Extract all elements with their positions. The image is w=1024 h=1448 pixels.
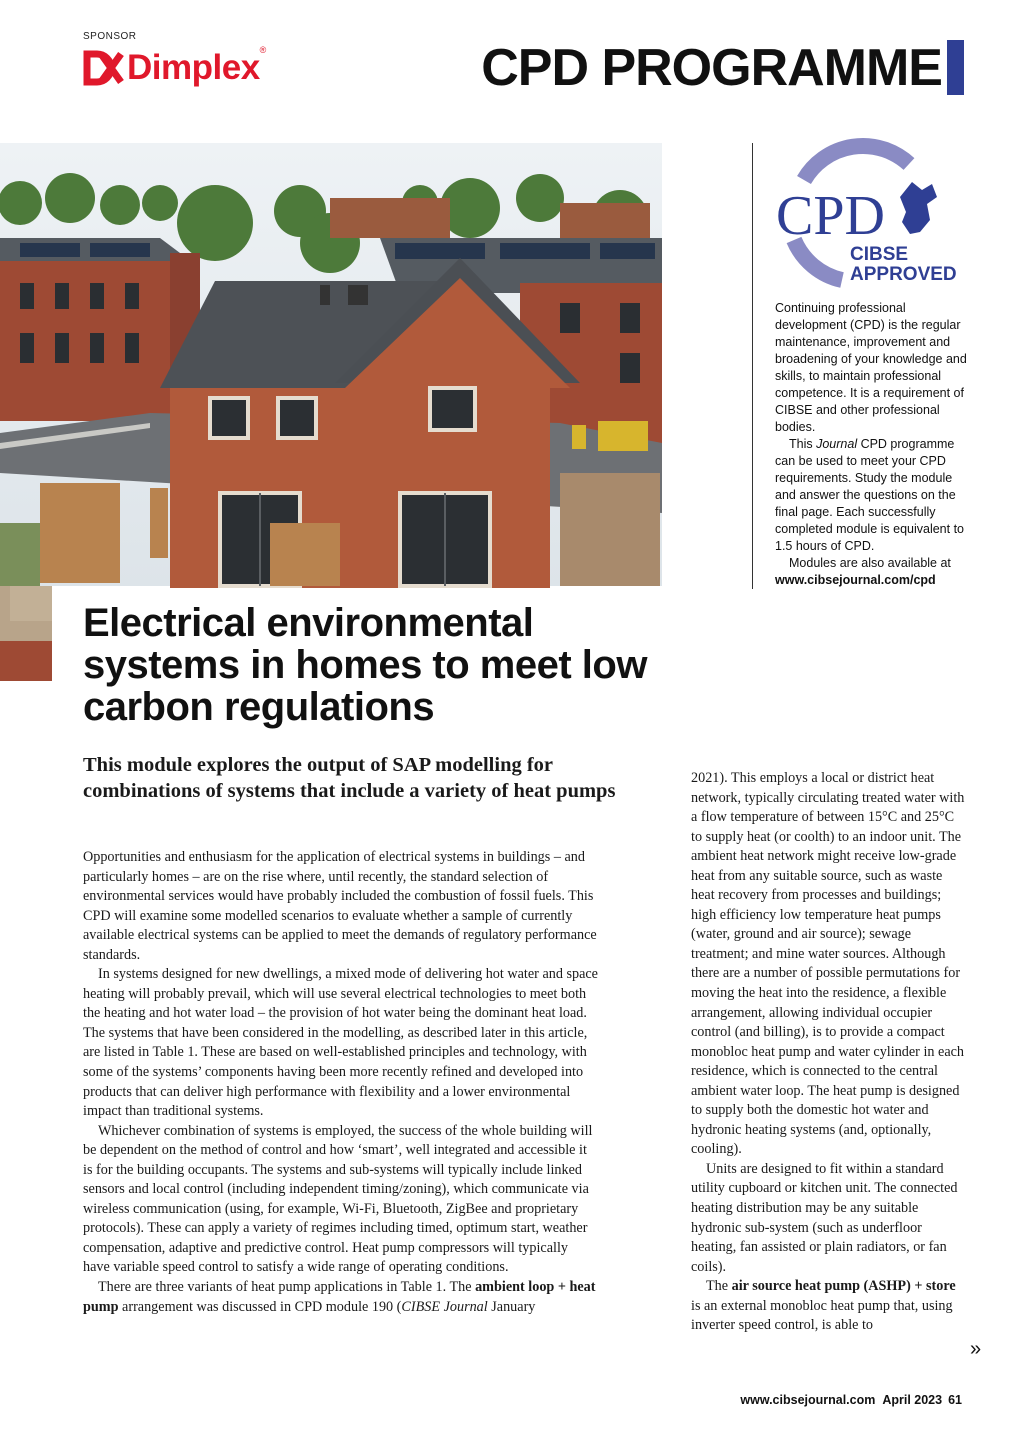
title-accent-bar: [947, 40, 964, 95]
hero-photo-strip: [0, 586, 52, 681]
sidebar-para-1: Continuing professional development (CPD) is the regular maintenance, improvement and broadening of your knowledge and skills, to maintain professional competence. It is a requirement of CIBSE and other professional bodies.: [775, 301, 967, 434]
sponsor-label: SPONSOR: [83, 31, 137, 42]
article-standfirst: This module explores the output of SAP modelling for combinations of systems that include a variety of heat pumps: [83, 754, 616, 802]
body-paragraph: Units are designed to fit within a standard utility cupboard or kitchen unit. The connected heating distribution may be any suitable hydronic sub-system (such as underfloor heating, fan assisted or plain radiators, or fan coils).: [691, 1160, 958, 1275]
registered-mark: ®: [259, 45, 267, 55]
page-number: 61: [948, 1393, 962, 1407]
cpd-sidebar: [775, 300, 970, 589]
cpd-modules-link[interactable]: www.cibsejournal.com/cpd: [775, 573, 936, 587]
griffin-icon: [900, 182, 937, 234]
badge-approved-text: APPROVED: [850, 264, 957, 285]
page-footer: [740, 1393, 962, 1407]
footer-site[interactable]: www.cibsejournal.com: [740, 1393, 876, 1407]
body-column-right: [691, 769, 966, 1336]
sponsor-logo[interactable]: [83, 45, 267, 88]
article-headline: Electrical environmental systems in homes to meet low carbon regulations: [83, 601, 647, 729]
cpd-cibse-approved-badge: [772, 142, 957, 287]
dimplex-mark-icon: [83, 50, 123, 86]
body-paragraph: There are three variants of heat pump applications in Table 1. The ambient loop + heat pump arrangement was discussed in CPD module 190 (CIBSE Journal January: [83, 1279, 596, 1315]
programme-title: CPD PROGRAMME: [481, 39, 942, 97]
sidebar-divider: [752, 143, 753, 589]
body-paragraph: In systems designed for new dwellings, a mixed mode of delivering hot water and space heating will probably prevail, which will use several electrical technologies to meet both the heating and hot water load – the provision of hot water being the dominant heat load. The systems that have been considered in the modelling, as described later in this article, are listed in Table 1. These are based on well-established principles and technology, with some of the systems’ components having been more recently refined and developed into products that can deliver high performance with flexibility and a lower environmental impact than traditional systems.: [83, 966, 598, 1120]
body-column-left: [83, 848, 598, 1317]
footer-issue: April 2023: [882, 1393, 943, 1407]
sponsor-name: Dimplex: [127, 48, 260, 87]
continue-arrow-icon: »: [970, 1338, 982, 1360]
body-paragraph: Whichever combination of systems is employed, the success of the whole building will be dependent on the method of control and how ‘smart’, well integrated and accessible it is for the building occupants. The systems and sub-systems will typically include linked sensors and local control (including independent timing/zoning), which communicate via wireless communication (using, for example, Wi-Fi, Bluetooth, ZigBee and proprietary protocols). These can apply a variety of regimes including timed, optimum start, weather compensation, adaptive and predictive control. Heat pump compressors will typically have variable speed control to satisfy a wide range of operating conditions.: [83, 1122, 593, 1276]
body-paragraph: The air source heat pump (ASHP) + store is an external monobloc heat pump that, using inverter speed control, is able to: [691, 1278, 956, 1334]
hero-photo: [0, 143, 662, 586]
badge-cibse-text: CIBSE: [850, 244, 909, 265]
body-paragraph: 2021). This employs a local or district heat network, typically circulating treated water with a flow temperature of between 15°C and 25°C to supply heat (or coolth) to an indoor unit. The ambient heat network might receive low-grade heat from any suitable source, such as waste heat recovery from processes and buildings; high efficiency low temperature heat pumps (water, ground and air source); sewage treatment; and mine water sources. Although there are a number of possible permutations for moving the heat into the residence, a flexible arrangement, allowing individual occupier control (and billing), is to provide a compact monobloc heat pump and water cylinder in each residence, which is connected to the central ambient water loop. The heat pump is designed to supply both the domestic hot water and hydronic heating systems (and, optionally, cooling).: [691, 770, 965, 1158]
sidebar-para-3: Modules are also available at: [789, 556, 951, 570]
badge-cpd-text: CPD: [776, 185, 885, 247]
body-paragraph: Opportunities and enthusiasm for the application of electrical systems in buildings – and particularly homes – are on the rise where, until recently, the standard selection of environmental services would have probably included the combustion of fossil fuels. This CPD will examine some modelled scenarios to evaluate whether a sample of currently available electrical systems can be applied to meet the demands of regulatory performance standards.: [83, 849, 597, 963]
sidebar-para-2: This Journal CPD programme can be used to meet your CPD requirements. Study the module and answer the questions on the final page. Each successfully completed module is equivalent to 1.5 hours of CPD.: [775, 437, 965, 553]
